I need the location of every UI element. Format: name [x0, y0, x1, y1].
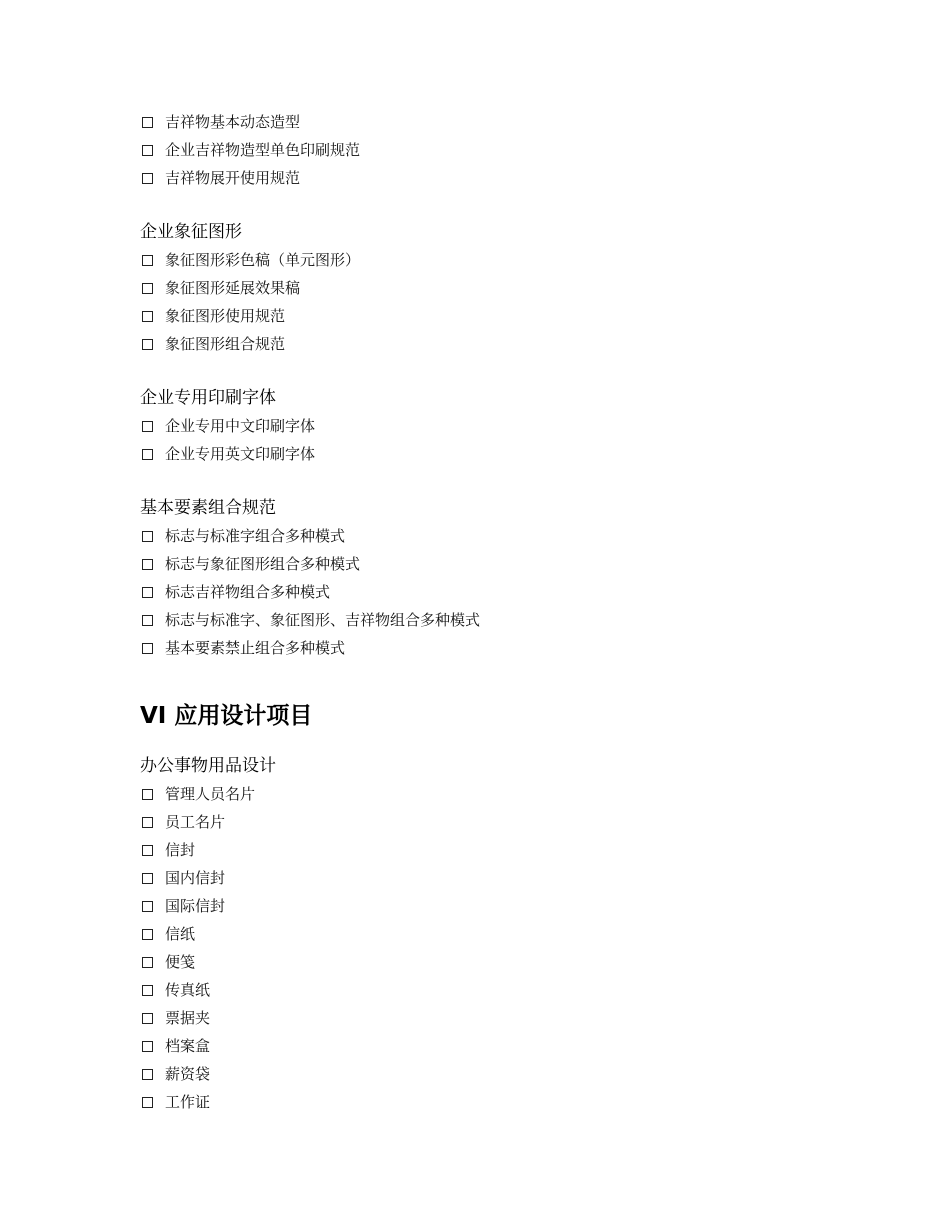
section-checklist: [140, 522, 900, 662]
list-item: [140, 136, 900, 164]
list-item: [140, 302, 900, 330]
checkbox-icon: [142, 1097, 153, 1108]
section-title: 企业象征图形: [140, 222, 242, 242]
checkbox-icon: [142, 587, 153, 598]
checkbox-icon: [142, 421, 153, 432]
list-item: [140, 1032, 900, 1060]
list-item: [140, 780, 900, 808]
checkbox-icon: [142, 789, 153, 800]
list-item: [140, 606, 900, 634]
list-item: [140, 1004, 900, 1032]
list-item: [140, 892, 900, 920]
list-item-label: 象征图形使用规范: [165, 307, 286, 325]
major-heading: VI 应用设计项目: [140, 703, 313, 729]
list-item: [140, 246, 900, 274]
checkbox-icon: [142, 1013, 153, 1024]
list-item: [140, 108, 900, 136]
checkbox-icon: [142, 1041, 153, 1052]
list-item: [140, 522, 900, 550]
list-item-label: 吉祥物展开使用规范: [165, 169, 301, 187]
checkbox-icon: [142, 531, 153, 542]
list-item: [140, 578, 900, 606]
list-item: [140, 920, 900, 948]
list-item-label: 吉祥物基本动态造型: [165, 113, 301, 131]
list-item-label: 象征图形延展效果稿: [165, 279, 301, 297]
list-item-label: 传真纸: [165, 981, 211, 999]
checkbox-icon: [142, 559, 153, 570]
checkbox-icon: [142, 615, 153, 626]
list-item: [140, 1060, 900, 1088]
section-title: 基本要素组合规范: [140, 498, 276, 518]
section-checklist: [140, 780, 900, 1116]
checkbox-icon: [142, 929, 153, 940]
checkbox-icon: [142, 985, 153, 996]
section-checklist: [140, 246, 900, 358]
list-item-label: 象征图形彩色稿（单元图形）: [165, 251, 361, 269]
list-item-label: 企业专用中文印刷字体: [165, 417, 316, 435]
list-item-label: 企业吉祥物造型单色印刷规范: [165, 141, 361, 159]
list-item-label: 标志与象征图形组合多种模式: [165, 555, 361, 573]
list-item: [140, 864, 900, 892]
list-item-label: 信封: [165, 841, 196, 859]
checkbox-icon: [142, 845, 153, 856]
list-item-label: 薪资袋: [165, 1065, 211, 1083]
list-item-label: 管理人员名片: [165, 785, 256, 803]
checkbox-icon: [142, 145, 153, 156]
list-item-label: 基本要素禁止组合多种模式: [165, 639, 346, 657]
list-item-label: 国际信封: [165, 897, 226, 915]
checkbox-icon: [142, 1069, 153, 1080]
list-item-label: 标志吉祥物组合多种模式: [165, 583, 331, 601]
list-item: [140, 440, 900, 468]
checkbox-icon: [142, 817, 153, 828]
section-checklist: [140, 412, 900, 468]
list-item-label: 企业专用英文印刷字体: [165, 445, 316, 463]
checkbox-icon: [142, 873, 153, 884]
list-item-label: 信纸: [165, 925, 196, 943]
checkbox-icon: [142, 173, 153, 184]
list-item: [140, 836, 900, 864]
checkbox-icon: [142, 283, 153, 294]
checkbox-icon: [142, 901, 153, 912]
list-item: [140, 164, 900, 192]
list-item: [140, 634, 900, 662]
section-title: 企业专用印刷字体: [140, 388, 276, 408]
section-title: 办公事物用品设计: [140, 756, 276, 776]
checkbox-icon: [142, 311, 153, 322]
checkbox-icon: [142, 339, 153, 350]
checkbox-icon: [142, 117, 153, 128]
list-item-label: 便笺: [165, 953, 196, 971]
list-item: [140, 274, 900, 302]
list-item-label: 象征图形组合规范: [165, 335, 286, 353]
document-page: [140, 108, 900, 1116]
list-item: [140, 976, 900, 1004]
checkbox-icon: [142, 957, 153, 968]
list-item-label: 工作证: [165, 1093, 211, 1111]
list-item: [140, 412, 900, 440]
list-item: [140, 330, 900, 358]
list-item: [140, 550, 900, 578]
list-item-label: 员工名片: [165, 813, 226, 831]
checkbox-icon: [142, 643, 153, 654]
list-item-label: 国内信封: [165, 869, 226, 887]
list-item: [140, 808, 900, 836]
list-item-label: 档案盒: [165, 1037, 211, 1055]
list-item-label: 票据夹: [165, 1009, 211, 1027]
list-item: [140, 1088, 900, 1116]
checkbox-icon: [142, 449, 153, 460]
list-item: [140, 948, 900, 976]
checkbox-icon: [142, 255, 153, 266]
list-item-label: 标志与标准字组合多种模式: [165, 527, 346, 545]
intro-checklist: [140, 108, 900, 192]
list-item-label: 标志与标准字、象征图形、吉祥物组合多种模式: [165, 611, 481, 629]
